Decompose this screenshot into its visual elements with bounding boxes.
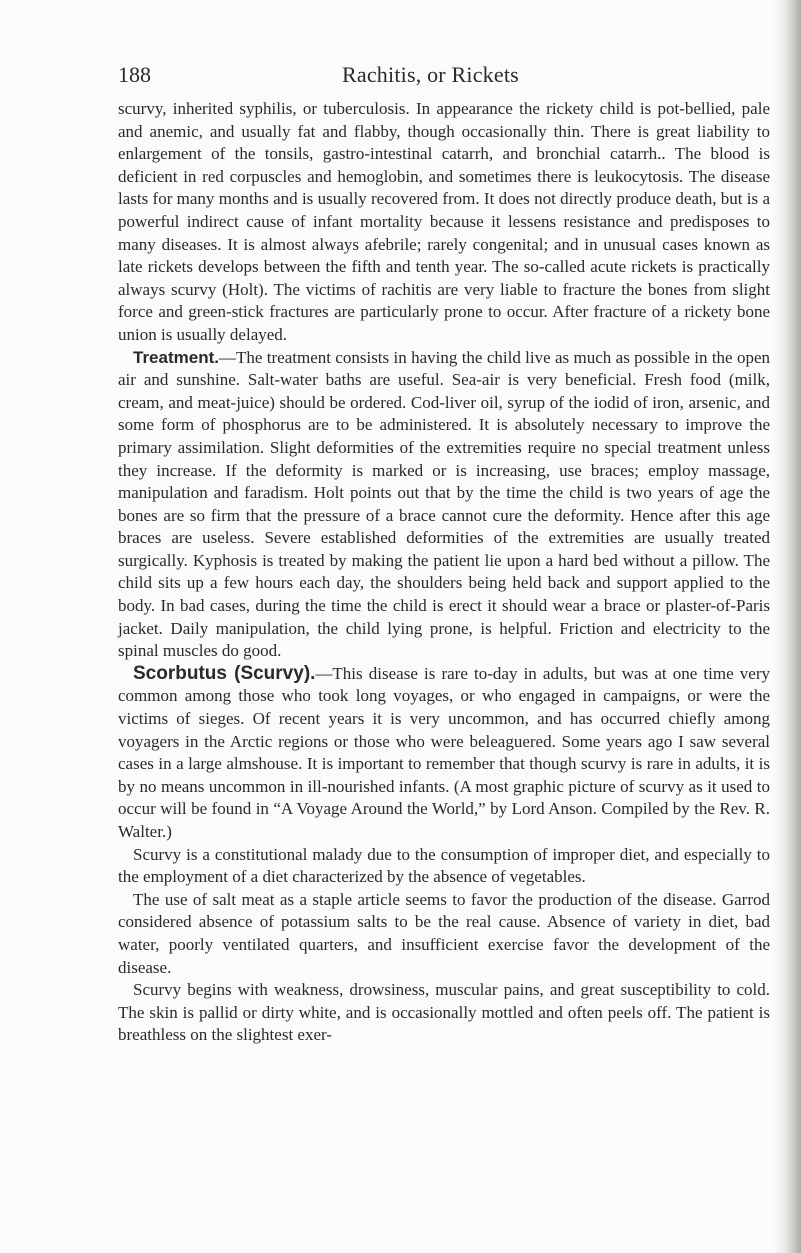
paragraph-text: scurvy, inherited syphilis, or tuberculosis. In appearance the rickety child is pot-bellied, pale and anemic, and usually fat and flabby, though occasionally thin. There is great liability to enlargement of the tonsils, gastro-intestinal catarrh, and bronchial catarrh.. The blood is deficient in red corpuscles and hemoglobin, and sometimes there is leukocytosis. The disease lasts for many months and is usually recovered from. It does not directly produce death, but is a powerful indirect cause of infant mortality because it lessens resistance and predisposes to many diseases. It is almost always afebrile; rarely congenital; and in unusual cases known as late rickets develops between the fifth and tenth year. The so-called acute rickets is practically always scurvy (Holt). The victims of rachitis are very liable to fracture the bones from slight force and green-stick fractures are particularly prone to occur. After fracture of a rickety bone union is usually delayed. [118,99,770,344]
section-heading-scorbutus: Scorbutus (Scurvy). [133,662,316,684]
body-text [118,98,770,1047]
binding-shadow [773,0,801,1253]
page-number: 188 [118,62,151,87]
paragraph-rickets-appearance [118,98,770,347]
paragraph-text: —This disease is rare to-day in adults, but was at one time very common among those who took long voyages, or who engaged in campaigns, or were the victims of sieges. Of recent years it is very uncommon, and has occurred chiefly among voyagers in the Arctic regions or those who were beleaguered. Some years ago I saw several cases in a large almshouse. It is important to remember that though scurvy is rare in adults, it is by no means uncommon in ill-nourished infants. (A most graphic picture of scurvy as it used to occur will be found in “A Voyage Around the World,” by Lord Anson. Compiled by the Rev. R. Walter.) [118,663,770,841]
section-heading-treatment: Treatment. [133,347,219,367]
page-header [118,62,770,92]
paragraph-text: —The treatment consists in having the child live as much as possible in the open air and sunshine. Salt-water baths are useful. Sea-air is very beneficial. Fresh food (milk, cream, and meat-juice) should be ordered. Cod-liver oil, syrup of the iodid of iron, arsenic, and some form of phosphorus are to be administered. It is absolutely necessary to improve the primary assimilation. Slight deformities of the extremities require no special treatment unless they increase. If the deformity is marked or is increasing, use braces; employ massage, manipulation and faradism. Holt points out that by the time the child is two years of age the bones are so firm that the pressure of a brace cannot cure the deformity. Hence after this age braces are useless. Severe established deformities of the extremities are usually treated surgically. Kyphosis is treated by making the patient lie upon a hard bed without a pillow. The child sits up a few hours each day, the shoulders being held back and support applied to the body. In bad cases, during the time the child is erect it should wear a brace or plaster-of-Paris jacket. Daily manipulation, the child lying prone, is helpful. Friction and electricity to the spinal muscles do good. [118,347,770,661]
paragraph-text: Scurvy is a constitutional malady due to the consumption of improper diet, and especially to the employment of a diet characterized by the absence of vegetables. [118,844,770,887]
paragraph-salt-meat [118,889,770,979]
running-title: Rachitis, or Rickets [342,62,519,87]
paragraph-text: Scurvy begins with weakness, drowsiness, muscular pains, and great susceptibility to cold. The skin is pallid or dirty white, and is occasionally mottled and often peels off. The patient is breathless on the slightest exer- [118,980,770,1045]
paragraph-scurvy-symptoms [118,979,770,1047]
paragraph-text: The use of salt meat as a staple article seems to favor the production of the disease. Garrod considered absence of potassium salts to be the real cause. Absence of variety in diet, bad water, poorly ventilated quarters, and insufficient exercise favor the development of the disease. [118,889,770,977]
paragraph-treatment [118,347,770,663]
paragraph-scurvy-cause [118,844,770,889]
paragraph-scorbutus [118,663,770,844]
